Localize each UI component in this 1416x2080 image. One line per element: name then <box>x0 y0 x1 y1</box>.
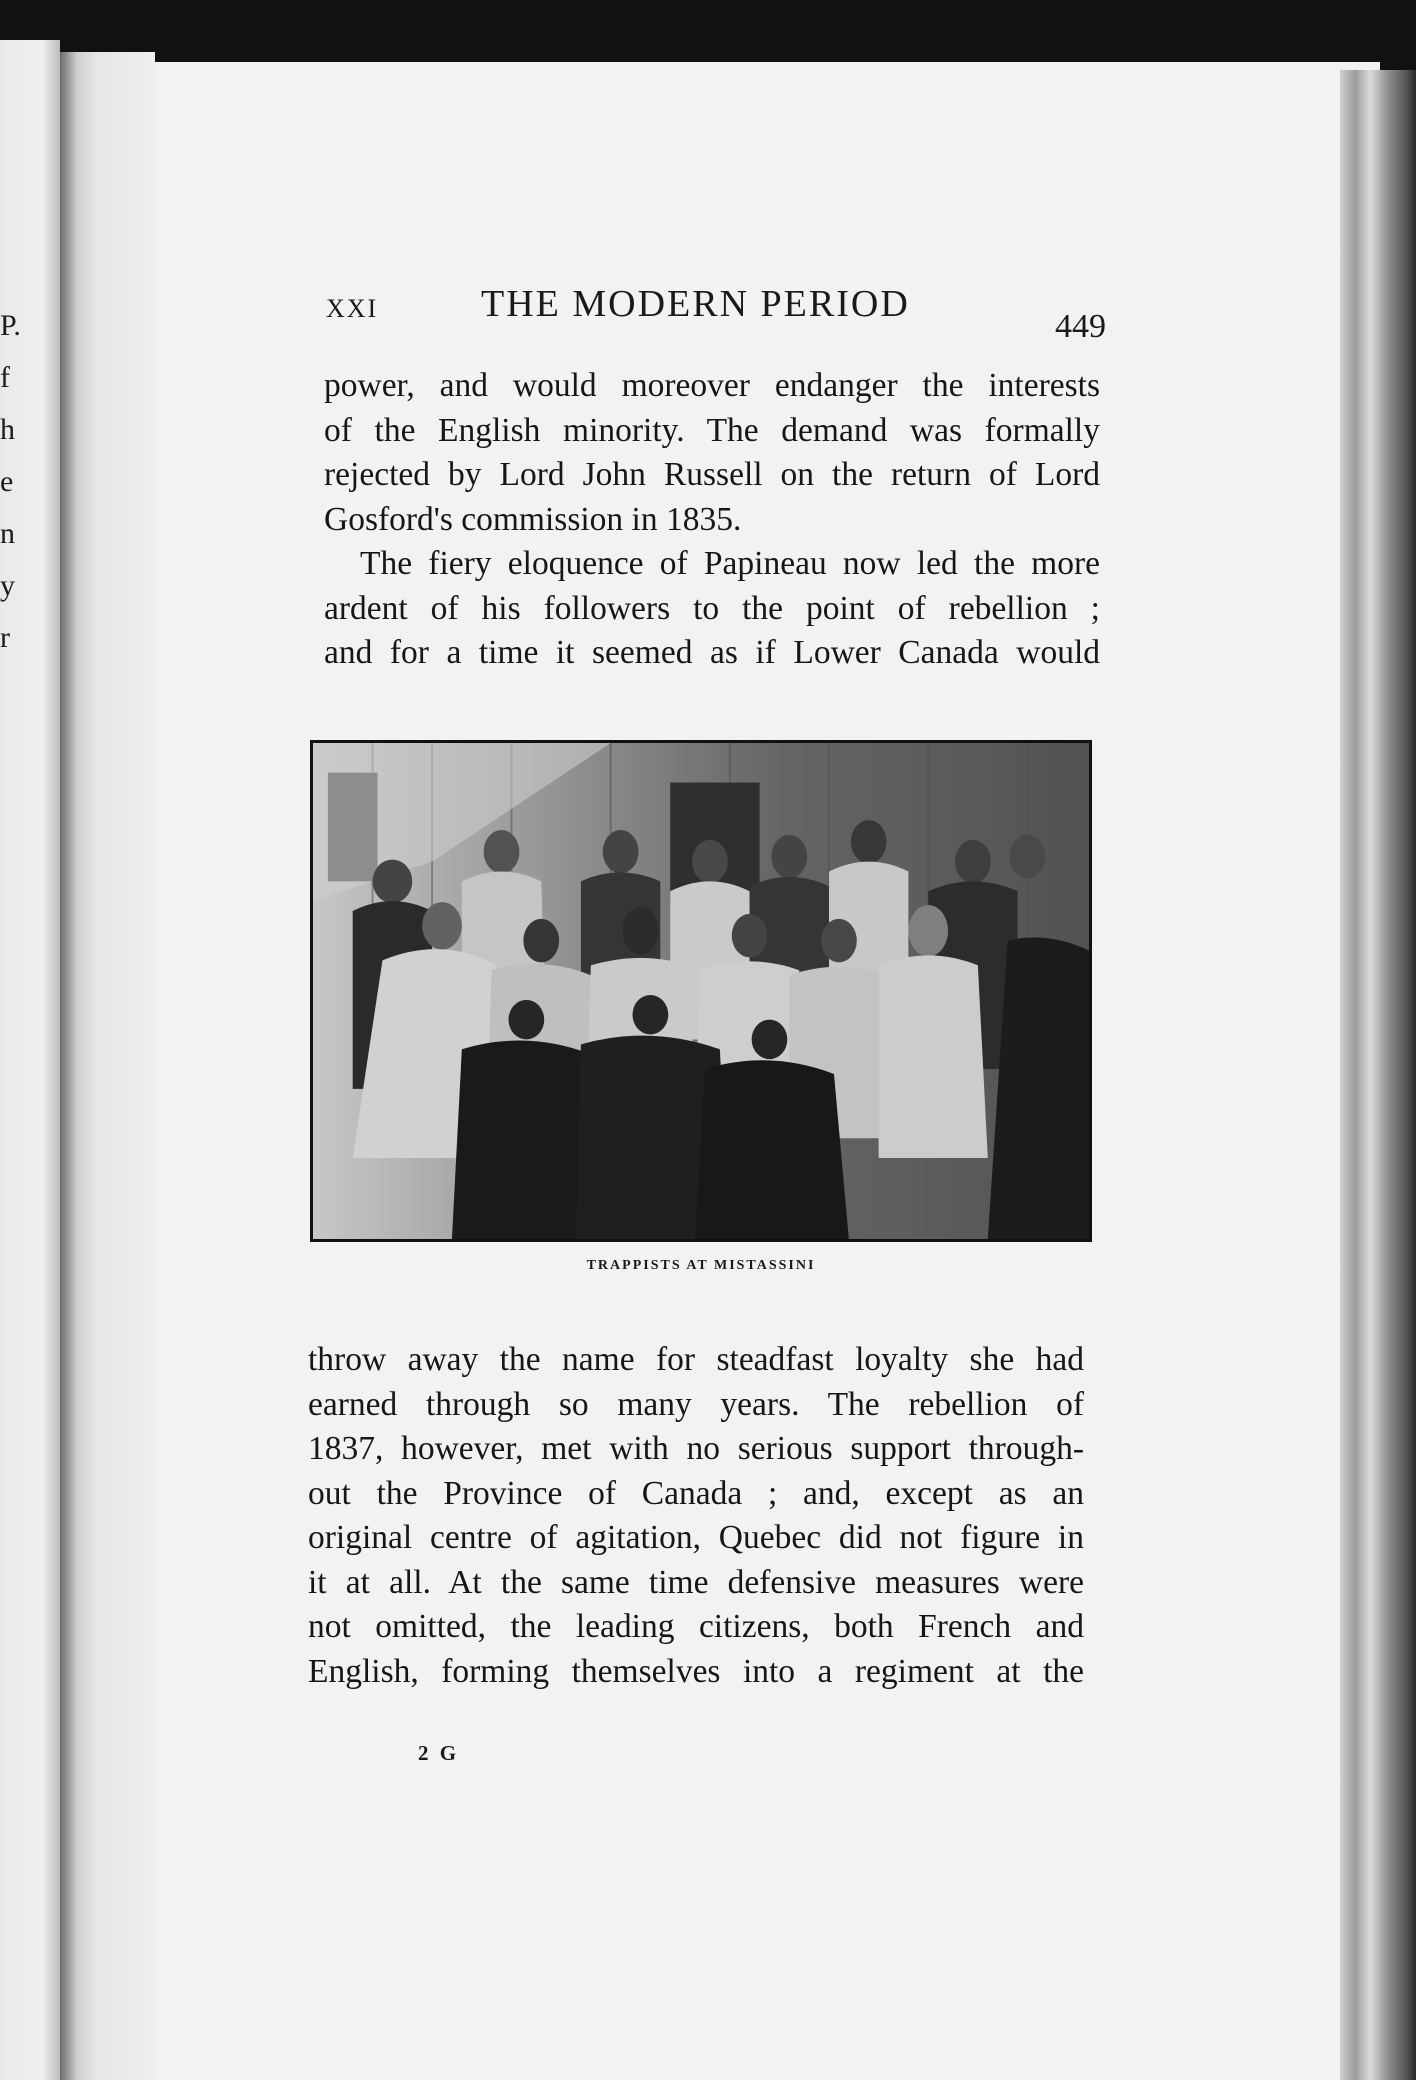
left-fragment: e <box>0 465 14 498</box>
running-head <box>326 282 1106 345</box>
text-line: 1837, however, met with no serious support through- <box>308 1430 1084 1467</box>
signature-mark: 2 G <box>418 1741 460 1765</box>
text-line: Gosford's commission in 1835. <box>324 500 742 538</box>
figure-caption: TRAPPISTS AT MISTASSINI <box>586 1258 816 1273</box>
text-line: and for a time it seemed as if Lower Canada would <box>324 634 1100 671</box>
photograph-illustration <box>313 743 1089 1239</box>
text-line: original centre of agitation, Quebec did not figure in <box>308 1519 1084 1556</box>
text-line: out the Province of Canada ; and, except as an <box>308 1474 1084 1512</box>
left-fragment: h <box>0 413 15 446</box>
page-edge <box>1340 70 1416 2080</box>
page-number: 449 <box>1055 308 1106 345</box>
left-page-text-fragments <box>0 300 21 664</box>
chapter-number: XXI <box>326 294 379 323</box>
left-fragment: n <box>0 517 15 550</box>
text-line: of the English minority. The demand was formally <box>324 411 1100 449</box>
text-line: it at all. At the same time defensive measures were <box>308 1563 1084 1601</box>
body-text-top <box>324 364 1100 676</box>
left-page <box>0 40 60 2080</box>
text-line: earned through so many years. The rebellion of <box>308 1385 1084 1423</box>
photograph-trappists <box>310 740 1092 1242</box>
text-line: power, and would moreover endanger the interests <box>324 367 1100 404</box>
body-text-bottom <box>308 1338 1084 1694</box>
running-title: THE MODERN PERIOD <box>481 283 910 325</box>
text-line: English, forming themselves into a regiment at the <box>308 1652 1084 1690</box>
text-line: throw away the name for steadfast loyalty she had <box>308 1341 1084 1378</box>
text-line: The fiery eloquence of Papineau now led the more <box>360 545 1100 582</box>
text-line: ardent of his followers to the point of rebellion ; <box>324 589 1100 627</box>
text-line: not omitted, the leading citizens, both French and <box>308 1608 1084 1645</box>
left-fragment: f <box>0 361 10 394</box>
book-gutter <box>60 52 155 2080</box>
left-fragment: r <box>0 621 10 654</box>
left-fragment: y <box>0 569 15 602</box>
text-line: rejected by Lord John Russell on the return of Lord <box>324 456 1100 493</box>
left-fragment: P. <box>0 309 21 342</box>
